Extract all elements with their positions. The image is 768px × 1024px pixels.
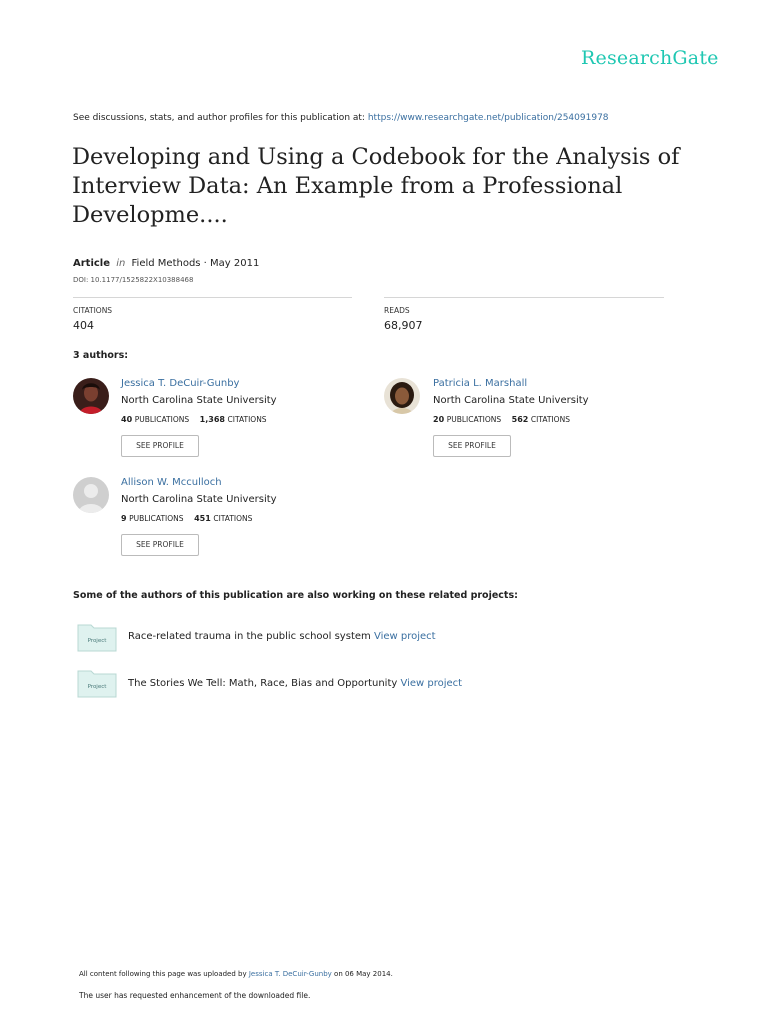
venue-date: Field Methods · May 2011 xyxy=(131,258,260,269)
see-profile-button-2[interactable]: SEE PROFILE xyxy=(433,435,511,457)
researchgate-logo[interactable]: ResearchGate xyxy=(581,47,719,69)
project-icon-label-2: Project xyxy=(87,684,107,690)
publication-meta xyxy=(73,258,259,269)
author-name-3[interactable]: Allison W. Mcculloch xyxy=(121,477,222,488)
author-institution-2[interactable]: North Carolina State University xyxy=(433,395,589,406)
author-citations-count-1: 1,368 xyxy=(199,415,225,424)
project-icon-label-1: Project xyxy=(87,638,107,644)
author-citations-label-1: CITATIONS xyxy=(227,415,267,424)
author-publications-count-3: 9 xyxy=(121,514,127,523)
discussion-text: See discussions, stats, and author profiles for this publication at: xyxy=(73,113,365,123)
publication-doi: DOI: 10.1177/1525822X10388468 xyxy=(73,276,194,284)
author-name-2[interactable]: Patricia L. Marshall xyxy=(433,378,528,389)
view-project-link-1[interactable]: View project xyxy=(373,631,436,642)
project-row-1 xyxy=(128,631,436,642)
see-profile-button-1[interactable]: SEE PROFILE xyxy=(121,435,199,457)
upload-note xyxy=(79,970,393,978)
publication-url-link[interactable]: https://www.researchgate.net/publication/254091978 xyxy=(367,113,609,123)
author-stats-1 xyxy=(121,415,275,424)
author-citations-count-2: 562 xyxy=(511,415,529,424)
project-title-2: The Stories We Tell: Math, Race, Bias and Opportunity xyxy=(128,678,398,689)
author-stats-3 xyxy=(121,514,260,523)
author-citations-label-2: CITATIONS xyxy=(530,415,570,424)
citations-label: CITATIONS xyxy=(73,306,113,315)
author-avatar-1[interactable] xyxy=(73,378,109,414)
project-row-2 xyxy=(128,678,462,689)
stats-divider-right xyxy=(384,297,664,298)
view-project-link-2[interactable]: View project xyxy=(400,678,463,689)
citations-value: 404 xyxy=(73,319,94,332)
author-name-1[interactable]: Jessica T. DeCuir-Gunby xyxy=(121,378,240,389)
authors-heading: 3 authors: xyxy=(73,350,129,361)
author-publications-label-3: PUBLICATIONS xyxy=(129,514,184,523)
discussion-line xyxy=(73,113,609,123)
author-publications-count-2: 20 xyxy=(433,415,445,424)
author-avatar-3[interactable] xyxy=(73,477,109,513)
reads-value: 68,907 xyxy=(384,319,423,332)
author-publications-label-1: PUBLICATIONS xyxy=(134,415,190,424)
stats-divider-left xyxy=(73,297,352,298)
project-folder-icon-2 xyxy=(77,668,117,698)
author-stats-2 xyxy=(433,415,578,424)
author-publications-label-2: PUBLICATIONS xyxy=(446,415,502,424)
publication-type: Article xyxy=(73,258,111,269)
upload-suffix: on 06 May 2014. xyxy=(334,970,393,978)
author-institution-3[interactable]: North Carolina State University xyxy=(121,494,277,505)
in-word: in xyxy=(116,258,126,269)
uploader-link[interactable]: Jessica T. DeCuir-Gunby xyxy=(248,970,332,978)
project-title-1: Race-related trauma in the public school system xyxy=(128,631,371,642)
author-avatar-2[interactable] xyxy=(384,378,420,414)
upload-prefix: All content following this page was uploaded by xyxy=(79,970,247,978)
author-publications-count-1: 40 xyxy=(121,415,133,424)
publication-title: Developing and Using a Codebook for the Analysis of Interview Data: An Example from a Professional Developme.... xyxy=(72,144,680,228)
reads-label: READS xyxy=(384,306,410,315)
author-institution-1[interactable]: North Carolina State University xyxy=(121,395,277,406)
enhancement-note: The user has requested enhancement of the downloaded file. xyxy=(79,991,311,1000)
project-folder-icon-1 xyxy=(77,622,117,652)
projects-heading: Some of the authors of this publication are also working on these related projects: xyxy=(73,590,518,601)
author-citations-label-3: CITATIONS xyxy=(213,514,253,523)
author-citations-count-3: 451 xyxy=(194,514,211,523)
see-profile-button-3[interactable]: SEE PROFILE xyxy=(121,534,199,556)
